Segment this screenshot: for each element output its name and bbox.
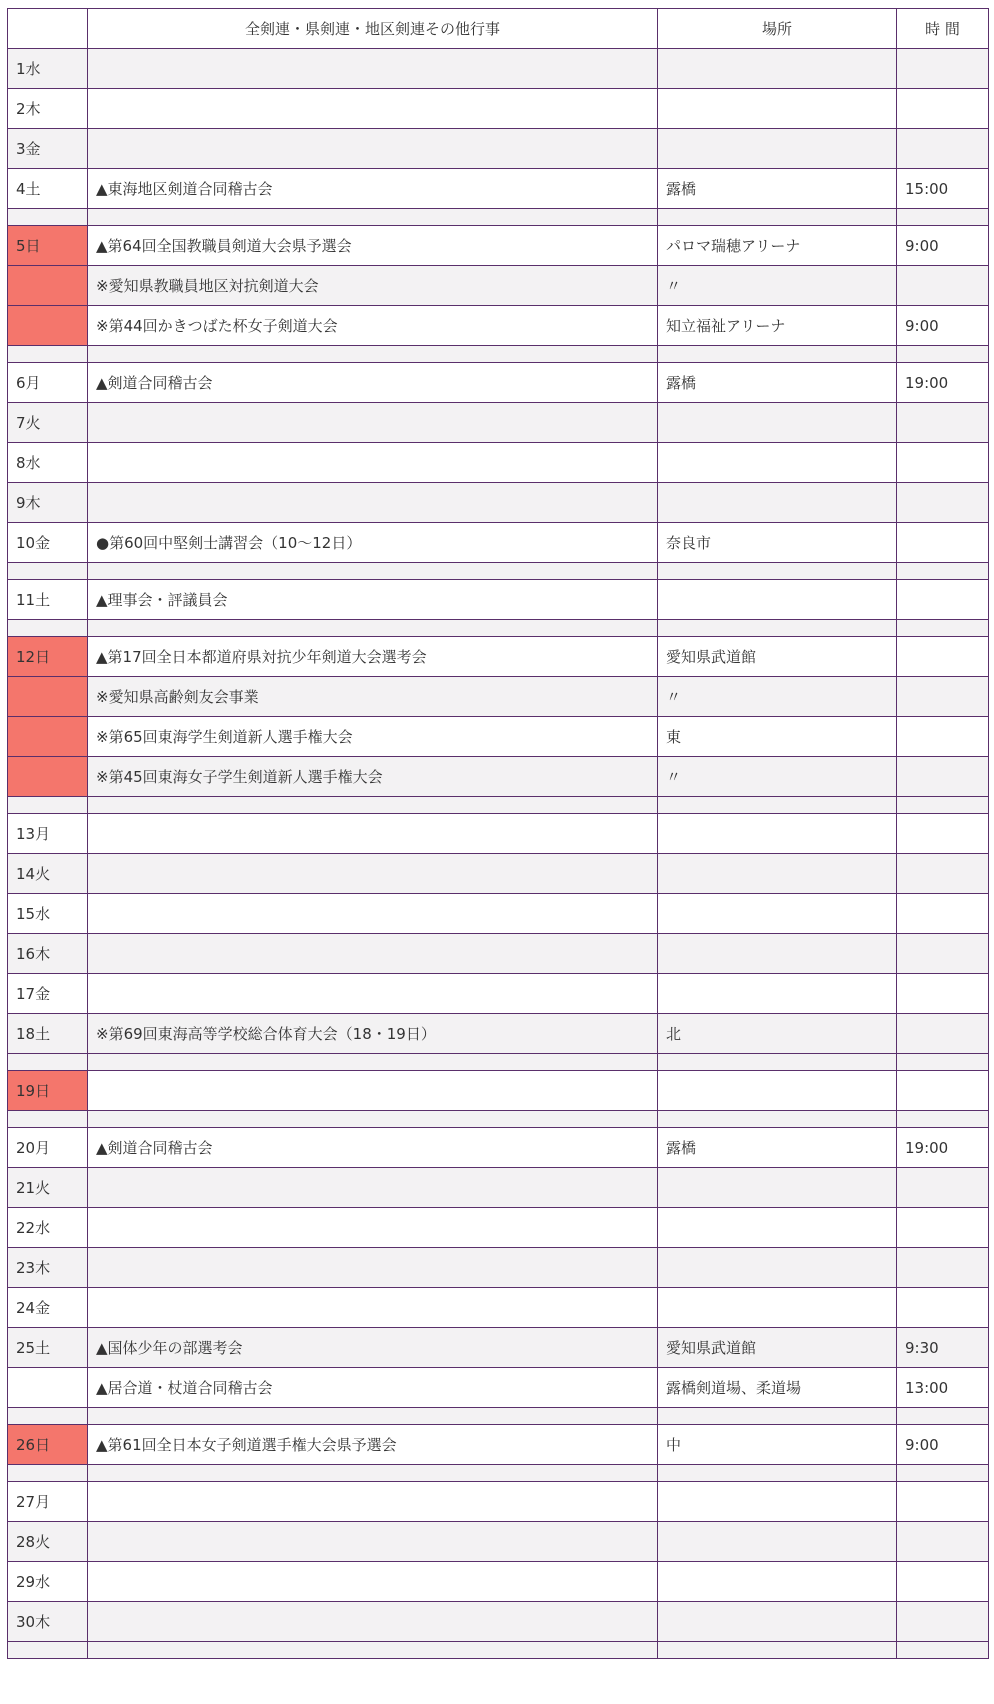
event-cell: ▲東海地区剣道合同稽古会: [88, 169, 658, 209]
date-cell: 7火: [8, 403, 88, 443]
place-cell: [658, 49, 897, 89]
date-cell: 21火: [8, 1168, 88, 1208]
date-cell: 28火: [8, 1522, 88, 1562]
schedule-row: [8, 934, 989, 974]
spacer-cell: [658, 1408, 897, 1425]
spacer-cell: [658, 1111, 897, 1128]
spacer-cell: [897, 620, 989, 637]
place-cell: 愛知県武道館: [658, 637, 897, 677]
event-cell: ▲理事会・評議員会: [88, 580, 658, 620]
spacer-row: [8, 797, 989, 814]
time-cell: 9:00: [897, 306, 989, 346]
schedule-row: [8, 363, 989, 403]
time-cell: [897, 266, 989, 306]
place-cell: 〃: [658, 677, 897, 717]
schedule-row: [8, 814, 989, 854]
schedule-row: [8, 169, 989, 209]
event-cell: [88, 894, 658, 934]
event-cell: [88, 89, 658, 129]
schedule-row: [8, 1602, 989, 1642]
schedule-row: [8, 974, 989, 1014]
place-cell: [658, 1522, 897, 1562]
place-cell: 露橋: [658, 1128, 897, 1168]
date-cell: 4土: [8, 169, 88, 209]
place-cell: 奈良市: [658, 523, 897, 563]
spacer-row: [8, 1111, 989, 1128]
place-cell: [658, 1071, 897, 1111]
time-cell: 13:00: [897, 1368, 989, 1408]
date-cell: 19日: [8, 1071, 88, 1111]
time-cell: [897, 523, 989, 563]
date-cell: 1水: [8, 49, 88, 89]
date-cell: [8, 306, 88, 346]
spacer-cell: [88, 563, 658, 580]
time-cell: [897, 580, 989, 620]
place-cell: 露橋: [658, 363, 897, 403]
event-cell: ●第60回中堅剣士講習会（10〜12日）: [88, 523, 658, 563]
spacer-cell: [897, 563, 989, 580]
spacer-cell: [897, 346, 989, 363]
date-cell: 29水: [8, 1562, 88, 1602]
event-cell: [88, 1522, 658, 1562]
spacer-cell: [8, 620, 88, 637]
schedule-row: [8, 894, 989, 934]
spacer-cell: [658, 209, 897, 226]
place-cell: 露橋: [658, 169, 897, 209]
spacer-cell: [8, 563, 88, 580]
schedule-row: [8, 1248, 989, 1288]
time-cell: [897, 89, 989, 129]
date-cell: 13月: [8, 814, 88, 854]
time-cell: [897, 443, 989, 483]
spacer-row: [8, 1465, 989, 1482]
header-event: 全剣連・県剣連・地区剣連その他行事: [88, 9, 658, 49]
spacer-cell: [88, 1111, 658, 1128]
date-cell: 5日: [8, 226, 88, 266]
time-cell: [897, 1014, 989, 1054]
spacer-cell: [88, 1465, 658, 1482]
spacer-cell: [658, 1465, 897, 1482]
place-cell: [658, 403, 897, 443]
schedule-row: [8, 1425, 989, 1465]
event-cell: ※第65回東海学生剣道新人選手権大会: [88, 717, 658, 757]
place-cell: 露橋剣道場、柔道場: [658, 1368, 897, 1408]
date-cell: 20月: [8, 1128, 88, 1168]
schedule-row: [8, 717, 989, 757]
time-cell: [897, 677, 989, 717]
spacer-cell: [8, 346, 88, 363]
date-cell: 26日: [8, 1425, 88, 1465]
date-cell: 22水: [8, 1208, 88, 1248]
schedule-row: [8, 443, 989, 483]
event-cell: [88, 1562, 658, 1602]
date-cell: 15水: [8, 894, 88, 934]
spacer-cell: [8, 1465, 88, 1482]
time-cell: [897, 1071, 989, 1111]
place-cell: 東: [658, 717, 897, 757]
event-cell: [88, 1288, 658, 1328]
time-cell: [897, 1602, 989, 1642]
time-cell: [897, 854, 989, 894]
date-cell: 16木: [8, 934, 88, 974]
time-cell: [897, 129, 989, 169]
place-cell: [658, 1248, 897, 1288]
place-cell: [658, 1168, 897, 1208]
event-cell: ※第69回東海高等学校総合体育大会（18・19日）: [88, 1014, 658, 1054]
date-cell: [8, 717, 88, 757]
place-cell: [658, 814, 897, 854]
place-cell: [658, 1562, 897, 1602]
schedule-row: [8, 483, 989, 523]
date-cell: 17金: [8, 974, 88, 1014]
spacer-cell: [8, 209, 88, 226]
place-cell: [658, 89, 897, 129]
spacer-cell: [88, 1642, 658, 1659]
date-cell: 11土: [8, 580, 88, 620]
schedule-row: [8, 226, 989, 266]
schedule-row: [8, 677, 989, 717]
event-cell: [88, 974, 658, 1014]
event-cell: [88, 49, 658, 89]
schedule-row: [8, 580, 989, 620]
date-cell: 18土: [8, 1014, 88, 1054]
time-cell: 9:00: [897, 1425, 989, 1465]
time-cell: [897, 49, 989, 89]
place-cell: 中: [658, 1425, 897, 1465]
schedule-row: [8, 306, 989, 346]
spacer-cell: [88, 1054, 658, 1071]
event-cell: ▲国体少年の部選考会: [88, 1328, 658, 1368]
event-cell: [88, 1248, 658, 1288]
schedule-row: [8, 266, 989, 306]
schedule-row: [8, 129, 989, 169]
time-cell: [897, 1208, 989, 1248]
event-cell: ▲第61回全日本女子剣道選手権大会県予選会: [88, 1425, 658, 1465]
event-cell: [88, 1602, 658, 1642]
event-cell: [88, 129, 658, 169]
time-cell: [897, 1482, 989, 1522]
time-cell: [897, 894, 989, 934]
spacer-row: [8, 1408, 989, 1425]
place-cell: [658, 894, 897, 934]
schedule-row: [8, 49, 989, 89]
header-place: 場所: [658, 9, 897, 49]
date-cell: [8, 757, 88, 797]
time-cell: [897, 934, 989, 974]
schedule-row: [8, 757, 989, 797]
spacer-cell: [658, 797, 897, 814]
spacer-cell: [658, 346, 897, 363]
time-cell: [897, 1562, 989, 1602]
spacer-cell: [8, 1408, 88, 1425]
time-cell: [897, 757, 989, 797]
spacer-row: [8, 346, 989, 363]
date-cell: [8, 677, 88, 717]
spacer-row: [8, 563, 989, 580]
schedule-row: [8, 1288, 989, 1328]
date-cell: 9木: [8, 483, 88, 523]
place-cell: [658, 1288, 897, 1328]
place-cell: [658, 974, 897, 1014]
spacer-cell: [8, 1111, 88, 1128]
time-cell: [897, 974, 989, 1014]
schedule-row: [8, 1071, 989, 1111]
date-cell: [8, 1368, 88, 1408]
spacer-cell: [658, 563, 897, 580]
event-cell: [88, 1482, 658, 1522]
spacer-cell: [897, 797, 989, 814]
date-cell: 12日: [8, 637, 88, 677]
time-cell: [897, 403, 989, 443]
schedule-row: [8, 1482, 989, 1522]
place-cell: [658, 443, 897, 483]
spacer-cell: [8, 1642, 88, 1659]
place-cell: [658, 129, 897, 169]
event-cell: ▲剣道合同稽古会: [88, 1128, 658, 1168]
time-cell: 15:00: [897, 169, 989, 209]
date-cell: 14火: [8, 854, 88, 894]
schedule-row: [8, 1522, 989, 1562]
date-cell: 3金: [8, 129, 88, 169]
time-cell: [897, 483, 989, 523]
spacer-row: [8, 1054, 989, 1071]
place-cell: [658, 1602, 897, 1642]
spacer-cell: [897, 1465, 989, 1482]
date-cell: 10金: [8, 523, 88, 563]
event-cell: ▲居合道・杖道合同稽古会: [88, 1368, 658, 1408]
event-cell: ※第44回かきつばた杯女子剣道大会: [88, 306, 658, 346]
place-cell: [658, 1482, 897, 1522]
schedule-row: [8, 1368, 989, 1408]
time-cell: 19:00: [897, 363, 989, 403]
spacer-cell: [658, 1642, 897, 1659]
date-cell: [8, 266, 88, 306]
schedule-row: [8, 637, 989, 677]
event-cell: ▲第64回全国教職員剣道大会県予選会: [88, 226, 658, 266]
header-time: 時 間: [897, 9, 989, 49]
spacer-cell: [88, 620, 658, 637]
event-cell: [88, 1168, 658, 1208]
place-cell: 〃: [658, 266, 897, 306]
schedule-row: [8, 1562, 989, 1602]
header-date: [8, 9, 88, 49]
event-cell: [88, 1208, 658, 1248]
schedule-row: [8, 89, 989, 129]
date-cell: 27月: [8, 1482, 88, 1522]
event-cell: ▲剣道合同稽古会: [88, 363, 658, 403]
event-cell: [88, 443, 658, 483]
event-cell: ※愛知県教職員地区対抗剣道大会: [88, 266, 658, 306]
time-cell: [897, 1248, 989, 1288]
spacer-row: [8, 620, 989, 637]
spacer-cell: [8, 797, 88, 814]
event-cell: ※第45回東海女子学生剣道新人選手権大会: [88, 757, 658, 797]
spacer-row: [8, 1642, 989, 1659]
event-cell: [88, 934, 658, 974]
event-cell: [88, 854, 658, 894]
time-cell: [897, 637, 989, 677]
place-cell: [658, 934, 897, 974]
time-cell: 9:30: [897, 1328, 989, 1368]
place-cell: [658, 580, 897, 620]
date-cell: 6月: [8, 363, 88, 403]
time-cell: 9:00: [897, 226, 989, 266]
event-cell: [88, 403, 658, 443]
schedule-row: [8, 1014, 989, 1054]
schedule-row: [8, 1328, 989, 1368]
event-cell: [88, 483, 658, 523]
schedule-row: [8, 403, 989, 443]
time-cell: [897, 1522, 989, 1562]
spacer-cell: [88, 797, 658, 814]
schedule-row: [8, 1208, 989, 1248]
time-cell: [897, 717, 989, 757]
place-cell: [658, 483, 897, 523]
date-cell: 25土: [8, 1328, 88, 1368]
spacer-cell: [658, 1054, 897, 1071]
spacer-cell: [897, 1111, 989, 1128]
schedule-table: [7, 8, 989, 1659]
time-cell: [897, 1168, 989, 1208]
event-cell: ▲第17回全日本都道府県対抗少年剣道大会選考会: [88, 637, 658, 677]
time-cell: [897, 1288, 989, 1328]
place-cell: 〃: [658, 757, 897, 797]
date-cell: 24金: [8, 1288, 88, 1328]
place-cell: 知立福祉アリーナ: [658, 306, 897, 346]
schedule-row: [8, 854, 989, 894]
schedule-row: [8, 523, 989, 563]
event-cell: [88, 814, 658, 854]
place-cell: [658, 854, 897, 894]
spacer-cell: [88, 209, 658, 226]
time-cell: [897, 814, 989, 854]
place-cell: 愛知県武道館: [658, 1328, 897, 1368]
spacer-cell: [897, 1642, 989, 1659]
spacer-cell: [897, 1408, 989, 1425]
spacer-cell: [897, 1054, 989, 1071]
event-cell: [88, 1071, 658, 1111]
time-cell: 19:00: [897, 1128, 989, 1168]
date-cell: 23木: [8, 1248, 88, 1288]
place-cell: パロマ瑞穂アリーナ: [658, 226, 897, 266]
schedule-row: [8, 1168, 989, 1208]
date-cell: 8水: [8, 443, 88, 483]
spacer-row: [8, 209, 989, 226]
header-row: [8, 9, 989, 49]
spacer-cell: [658, 620, 897, 637]
schedule-body: [8, 49, 989, 1659]
date-cell: 2木: [8, 89, 88, 129]
place-cell: [658, 1208, 897, 1248]
place-cell: 北: [658, 1014, 897, 1054]
date-cell: 30木: [8, 1602, 88, 1642]
spacer-cell: [88, 346, 658, 363]
spacer-cell: [897, 209, 989, 226]
event-cell: ※愛知県高齢剣友会事業: [88, 677, 658, 717]
schedule-row: [8, 1128, 989, 1168]
spacer-cell: [8, 1054, 88, 1071]
spacer-cell: [88, 1408, 658, 1425]
